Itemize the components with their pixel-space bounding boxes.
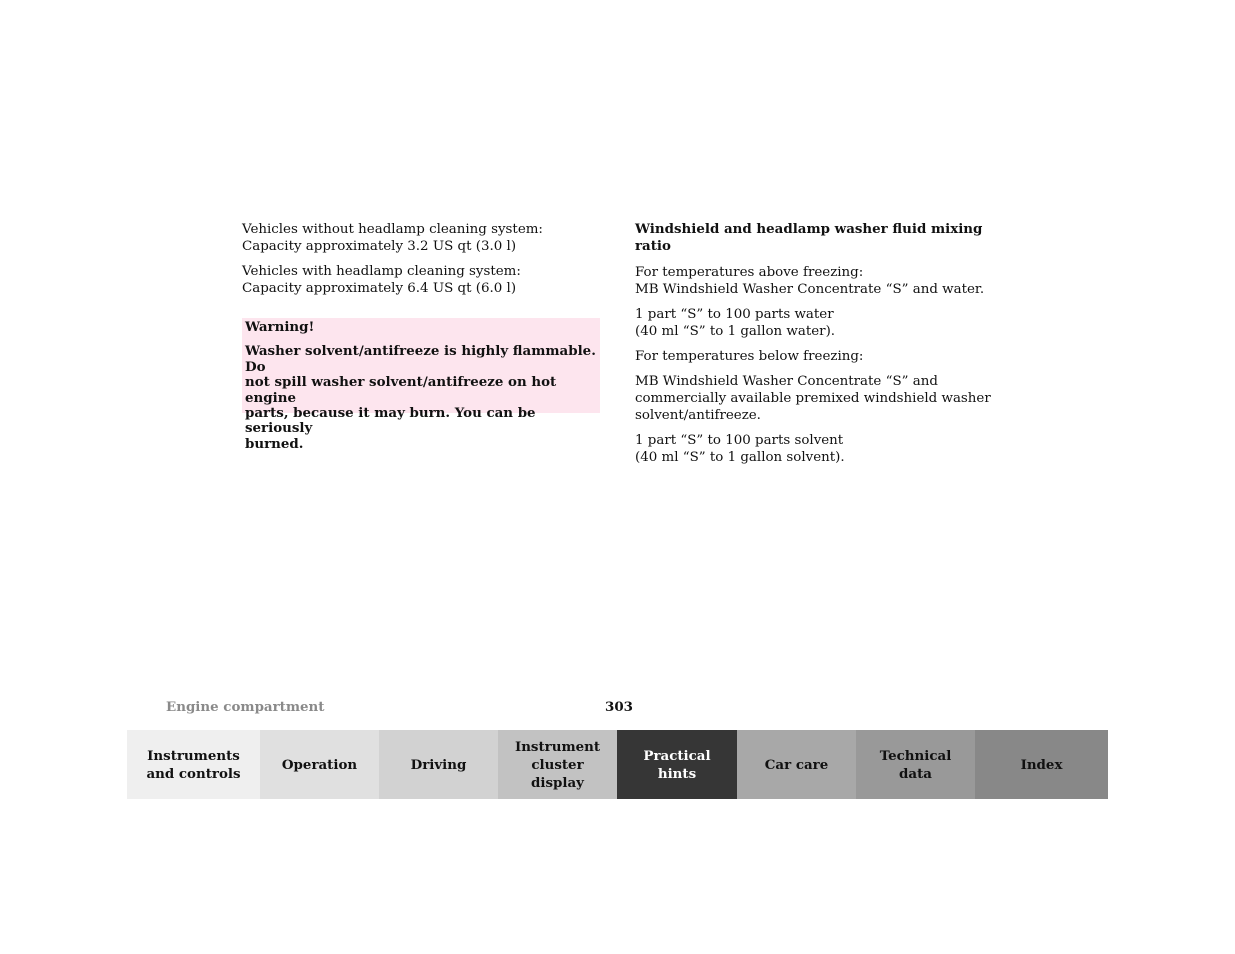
below-freezing-label: For temperatures below freezing: (635, 349, 864, 364)
water-ratio-metric: (40 ml “S” to 1 gallon water). (635, 324, 836, 339)
page-number: 303 (605, 699, 633, 715)
solvent-ratio-metric: (40 ml “S” to 1 gallon solvent). (635, 450, 845, 465)
warning-box (242, 318, 600, 452)
below-freezing-mix-line-3: solvent/antifreeze. (635, 408, 761, 423)
tab-instrument-cluster-display[interactable] (498, 730, 617, 799)
capacity-with-value: Capacity approximately 6.4 US qt (6.0 l) (242, 281, 517, 296)
tab-index[interactable] (975, 730, 1108, 799)
warning-title: Warning! (245, 319, 315, 335)
capacity-without-label: Vehicles without headlamp cleaning system: (242, 222, 543, 237)
tab-label: Technical data (879, 747, 952, 782)
warning-line-4: burned. (245, 435, 304, 452)
below-freezing-mix-paragraph (635, 373, 1015, 424)
mixing-ratio-heading: Windshield and headlamp washer fluid mixing ratio (635, 221, 983, 254)
tab-operation[interactable] (260, 730, 379, 799)
tab-car-care[interactable] (737, 730, 856, 799)
tab-instruments-and-controls[interactable] (127, 730, 260, 799)
tab-label: Car care (764, 756, 829, 773)
capacity-with-label: Vehicles with headlamp cleaning system: (242, 264, 521, 279)
solvent-ratio: 1 part “S” to 100 parts solvent (635, 433, 844, 448)
tab-label: Instruments and controls (146, 747, 241, 782)
warning-line-1: Washer solvent/antifreeze is highly flammable. Do (245, 343, 596, 375)
warning-line-3: parts, because it may burn. You can be seriously (245, 405, 536, 437)
tab-label: Instrument cluster display (514, 738, 601, 791)
chapter-navigation (127, 730, 1108, 799)
tab-technical-data[interactable] (856, 730, 975, 799)
right-column (635, 221, 1015, 474)
above-freezing-mix: MB Windshield Washer Concentrate “S” and water. (635, 282, 985, 297)
warning-text (245, 344, 596, 452)
solvent-ratio-paragraph (635, 432, 1015, 466)
tab-driving[interactable] (379, 730, 498, 799)
tab-practical-hints[interactable] (617, 730, 737, 799)
tab-label: Index (1020, 756, 1063, 773)
left-column (242, 221, 602, 305)
above-freezing-paragraph (635, 264, 1015, 298)
below-freezing-mix-line-2: commercially available premixed windshield washer (635, 391, 991, 406)
warning-line-2: not spill washer solvent/antifreeze on hot engine (245, 374, 557, 406)
tab-label: Driving (410, 756, 467, 773)
water-ratio-paragraph (635, 306, 1015, 340)
section-title: Engine compartment (166, 699, 325, 715)
capacity-without-headlamp-cleaning (242, 221, 602, 255)
above-freezing-label: For temperatures above freezing: (635, 265, 864, 280)
capacity-without-value: Capacity approximately 3.2 US qt (3.0 l) (242, 239, 517, 254)
water-ratio: 1 part “S” to 100 parts water (635, 307, 834, 322)
tab-label: Practical hints (643, 747, 711, 782)
below-freezing-mix-line-1: MB Windshield Washer Concentrate “S” and (635, 374, 938, 389)
capacity-with-headlamp-cleaning (242, 263, 602, 297)
tab-label: Operation (281, 756, 358, 773)
